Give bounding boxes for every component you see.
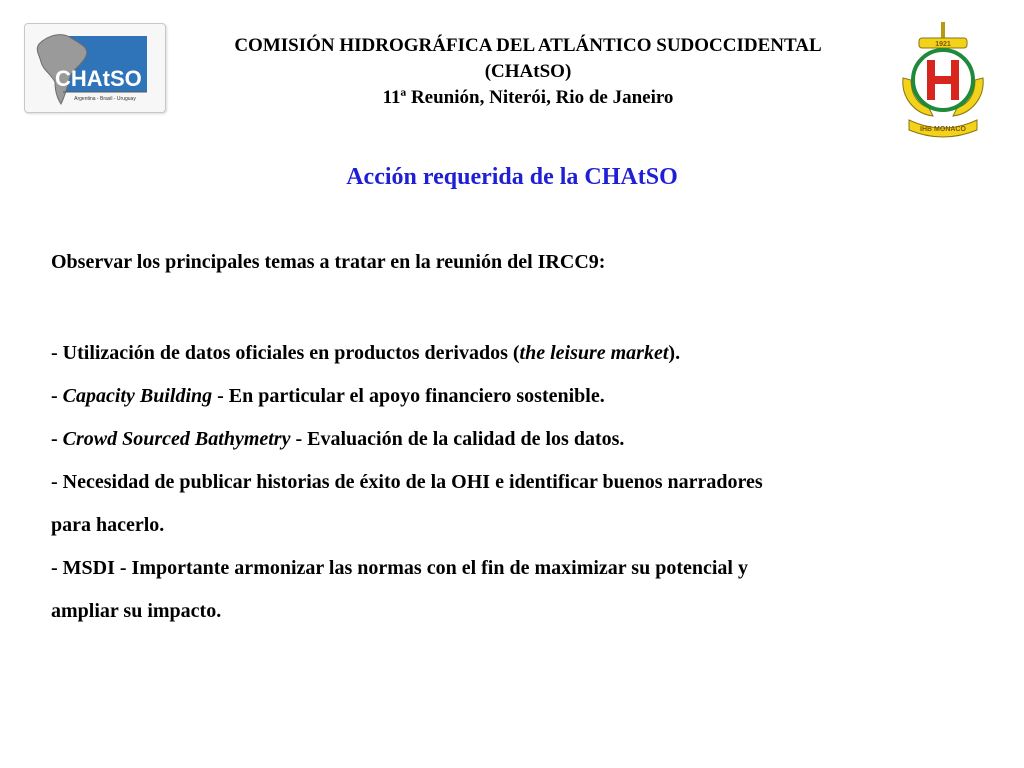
- bullet-list: [51, 332, 981, 633]
- header-line-3: 11ª Reunión, Niterói, Rio de Janeiro: [382, 87, 674, 108]
- ihb-emblem: [893, 20, 993, 138]
- bullet-item: - Necesidad de publicar historias de éxito de la OHI e identificar buenos narradores: [51, 471, 763, 493]
- emblem-letters: H: [942, 86, 944, 87]
- emblem-h-bar: [927, 76, 959, 84]
- bullet-item-continuation: para hacerlo.: [51, 514, 165, 536]
- header-line-1: COMISIÓN HIDROGRÁFICA DEL ATLÁNTICO SUDOCCIDENTAL: [234, 35, 822, 56]
- slide-title: Acción requerida de la CHAtSO: [346, 164, 678, 190]
- bullet-item: - Capacity Building - En particular el apoyo financiero sostenible.: [51, 385, 605, 407]
- south-america-map-icon: [25, 24, 165, 112]
- logo-text: CHAtSO: [55, 66, 142, 91]
- intro-text: Observar los principales temas a tratar en la reunión del IRCC9:: [51, 251, 606, 273]
- header-line-2: (CHAtSO): [484, 61, 572, 82]
- emblem-banner-text: IHB MONACO: [920, 126, 966, 133]
- logo-subtext: Argentina - Brasil - Uruguay: [74, 96, 136, 102]
- header-title: [168, 33, 888, 111]
- emblem-year: 1921: [935, 41, 951, 48]
- bullet-item-continuation: ampliar su impacto.: [51, 600, 222, 622]
- bullet-item: - Crowd Sourced Bathymetry - Evaluación de la calidad de los datos.: [51, 428, 625, 450]
- bullet-item: - MSDI - Importante armonizar las normas con el fin de maximizar su potencial y: [51, 557, 748, 579]
- bullet-item: - Utilización de datos oficiales en productos derivados (the leisure market).: [51, 342, 681, 364]
- ihb-emblem-icon: [893, 20, 993, 138]
- chatso-logo: [24, 23, 166, 113]
